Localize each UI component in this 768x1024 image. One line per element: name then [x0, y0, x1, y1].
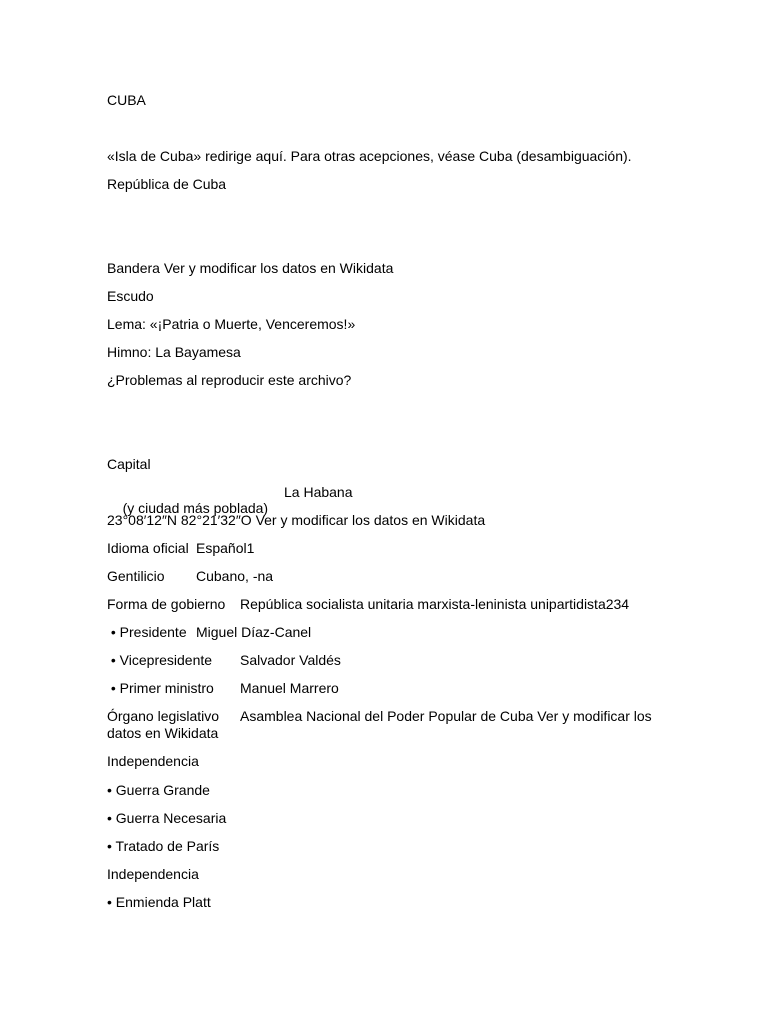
- primer-ministro-label: • Primer ministro: [107, 680, 214, 696]
- independencia-heading: Independencia: [107, 753, 199, 769]
- organo-continuation: datos en Wikidata: [107, 725, 219, 741]
- idioma-value: Español1: [196, 540, 255, 556]
- escudo-line: Escudo: [107, 288, 154, 304]
- gobierno-label: Forma de gobierno: [107, 596, 226, 612]
- vicepresidente-label: • Vicepresidente: [107, 652, 213, 668]
- coordinates-line: 23°08′12″N 82°21′32″O Ver y modificar los datos en Wikidata: [107, 512, 486, 528]
- idioma-label: Idioma oficial: [107, 540, 189, 556]
- capital-label: Capital: [107, 456, 151, 472]
- redirect-note: «Isla de Cuba» redirige aquí. Para otras acepciones, véase Cuba (desambiguación).: [107, 148, 632, 164]
- presidente-label: • Presidente: [107, 624, 187, 640]
- tratado-paris-item: • Tratado de París: [107, 838, 220, 854]
- page-title: CUBA: [107, 92, 146, 108]
- gobierno-value: República socialista unitaria marxista-leninista unipartidista234: [240, 596, 630, 612]
- guerra-necesaria-item: • Guerra Necesaria: [107, 810, 227, 826]
- himno-line: Himno: La Bayamesa: [107, 344, 241, 360]
- ciudad-value: La Habana: [284, 484, 353, 500]
- enmienda-platt-item: • Enmienda Platt: [107, 894, 211, 910]
- guerra-grande-item: • Guerra Grande: [107, 782, 210, 798]
- lema-line: Lema: «¡Patria o Muerte, Venceremos!»: [107, 316, 356, 332]
- primer-ministro-value: Manuel Marrero: [240, 680, 339, 696]
- organo-value: Asamblea Nacional del Poder Popular de Cuba Ver y modificar los: [240, 708, 652, 724]
- gentilicio-label: Gentilicio: [107, 568, 165, 584]
- ciudad-label: (y ciudad más poblada): [122, 500, 269, 516]
- vicepresidente-value: Salvador Valdés: [240, 652, 341, 668]
- official-name: República de Cuba: [107, 176, 227, 192]
- presidente-value: Miguel Díaz-Canel: [196, 624, 312, 640]
- independencia-heading-2: Independencia: [107, 866, 199, 882]
- problemas-line: ¿Problemas al reproducir este archivo?: [107, 372, 352, 388]
- gentilicio-value: Cubano, -na: [196, 568, 274, 584]
- bandera-line: Bandera Ver y modificar los datos en Wikidata: [107, 260, 394, 276]
- organo-label: Órgano legislativo: [107, 708, 220, 724]
